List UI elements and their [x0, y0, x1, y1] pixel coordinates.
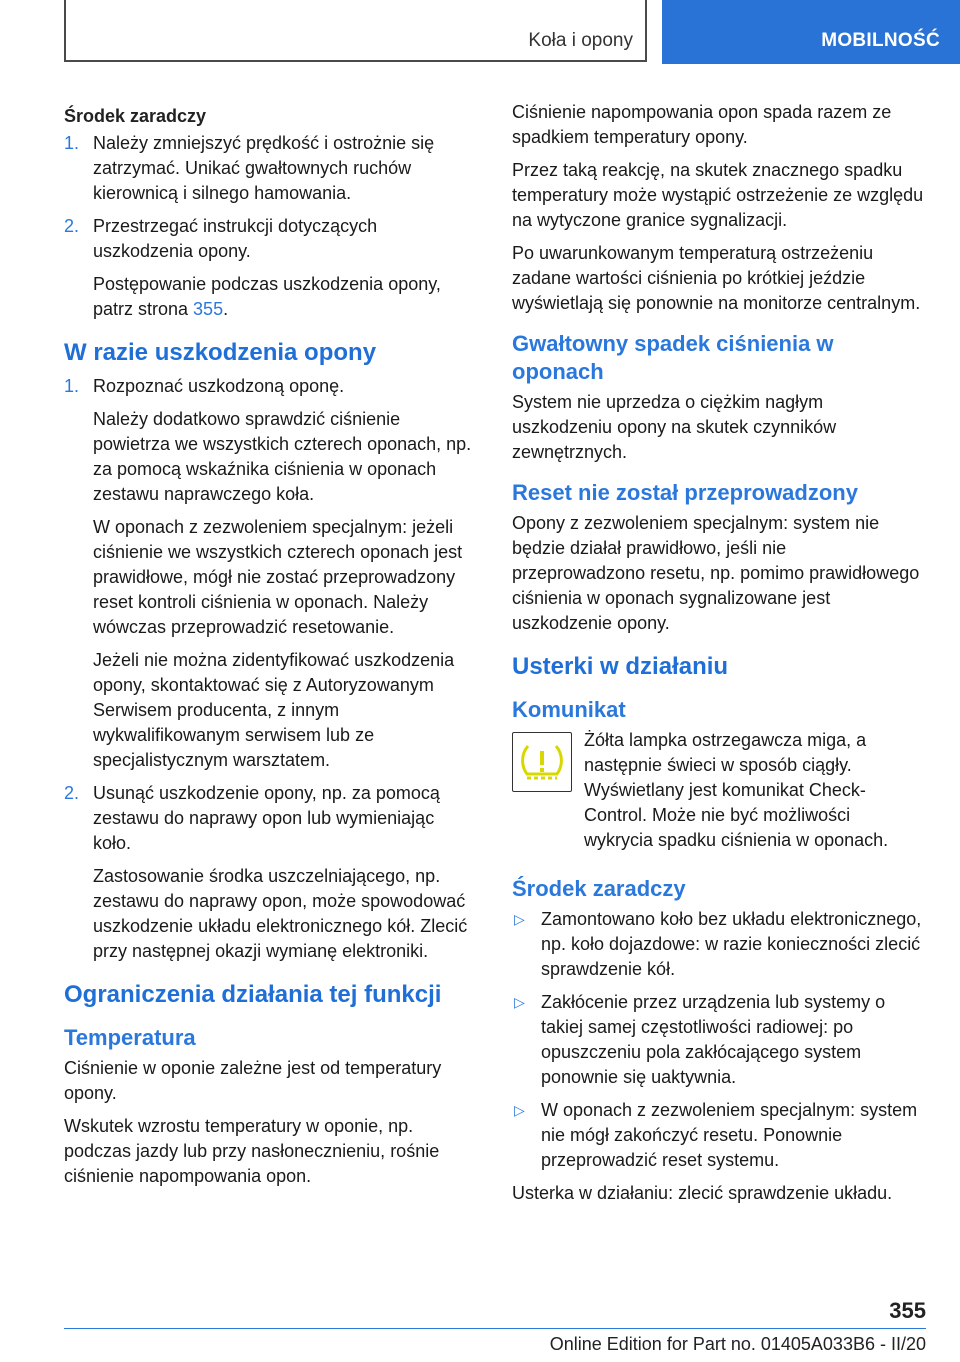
intro-text: Przez taką reakcję, na skutek znacznego spadku temperatury może wystąpić ostrzeżenie ze względu na wytyczone granice sygnalizacji. — [512, 160, 924, 230]
intro-text: Po uwarunkowanym temperaturą ostrzeżeniu zadane wartości ciśnienia po krótkiej jeździe wyświetlają się ponownie na monitorze centralnym. — [512, 243, 921, 313]
reset-text: Opony z zezwoleniem specjalnym: system nie będzie działał prawidłowo, jeśli nie przeprowadzono resetu, np. pomimo prawidłowego ciśnienia w oponach sygnalizowane jest uszkodzenie opony. — [512, 513, 920, 633]
triangle-bullet-icon: ▷ — [514, 1102, 525, 1118]
step-number: 1. — [64, 376, 80, 396]
step-text: Jeżeli nie można zidentyfikować uszkodzenia opony, skontaktować się z Autoryzowanym Serwisem producenta, z innym wykwalifikowanym serwisem lub ze specjalistycznym warsztatem. — [93, 650, 455, 770]
closing-text: Usterka w działaniu: zlecić sprawdzenie układu. — [512, 1183, 893, 1203]
step-text: Należy dodatkowo sprawdzić ciśnienie powietrza we wszystkich czterech oponach, np. za pomocą wskaźnika ciśnienia w oponach zestawu naprawczego koła. — [93, 409, 472, 504]
reset-heading: Reset nie został przeprowadzony — [512, 480, 858, 505]
damage-heading: W razie uszkodzenia opony — [64, 339, 377, 366]
temperature-heading: Temperatura — [64, 1025, 196, 1050]
header-section-title: Koła i opony — [528, 30, 633, 51]
malfunction-heading: Usterki w działaniu — [512, 653, 729, 680]
header-chapter-tab — [662, 0, 960, 64]
step-text: Przestrzegać instrukcji dotyczących uszkodzenia opony. — [93, 216, 378, 261]
remedy-bullet: ▷ Zamontowano koło bez układu elektronicznego, np. koło dojazdowe: w razie konieczności zlecić sprawdzenie kół. — [514, 909, 922, 979]
step-text: Rozpoznać uszkodzoną oponę. — [93, 376, 345, 396]
remedy-bullet: ▷ W oponach z zezwoleniem specjalnym: system nie mógł zakończyć resetu. Ponownie przeprowadzić reset systemu. — [514, 1100, 918, 1170]
remedy-heading-right: Środek zaradczy — [512, 876, 686, 901]
step-number: 2. — [64, 783, 80, 803]
step-text: W oponach z zezwoleniem specjalnym: jeżeli ciśnienie we wszystkich czterech oponach jest prawidłowe, mógł nie zostać przeprowadzony reset kontroli ciśnienia w oponach. Należy wówczas przeprowadzić resetowanie. — [93, 517, 463, 637]
remedy-step-2 — [64, 214, 476, 322]
triangle-bullet-icon: ▷ — [514, 911, 525, 927]
warning-message-block — [512, 728, 924, 861]
right-column — [512, 100, 924, 1214]
intro-text: Ciśnienie napompowania opon spada razem ze spadkiem temperatury opony. — [512, 102, 892, 147]
triangle-bullet-icon: ▷ — [514, 994, 525, 1010]
step-text: Należy zmniejszyć prędkość i ostrożnie się zatrzymać. Unikać gwałtownych ruchów kierownicą i silnego hamowania. — [93, 133, 435, 203]
remedy-bullet: ▷ Zakłócenie przez urządzenia lub systemy o takiej samej częstotliwości radiowej: po opuszczeniu pola zakłócającego system ponownie się uaktywnia. — [514, 992, 886, 1087]
message-text: Żółta lampka ostrzegawcza miga, a następnie świeci w sposób ciągły. Wyświetlany jest komunikat Check-Control. Może nie być możliwości wykrycia spadku ciśnienia w oponach. — [584, 730, 889, 850]
temperature-text: Ciśnienie w oponie zależne jest od temperatury opony. — [64, 1058, 442, 1103]
sudden-drop-text: System nie uprzedza o ciężkim nagłym uszkodzeniu opony na skutek czynników zewnętrznych. — [512, 392, 837, 462]
sudden-drop-heading: Gwałtowny spadek ciśnienia w oponach — [512, 331, 834, 384]
page-reference: Postępowanie podczas uszkodzenia opony, patrz strona 355. — [93, 274, 441, 319]
step-text: Zastosowanie środka uszczelniającego, np. zestawu do naprawy opon, może spowodować uszkodzenie układu elektronicznego kół. Zlecić przy następnej okazji wymianę elektroniki. — [93, 866, 468, 961]
edition-note: Online Edition for Part no. 01405A033B6 - II/20 — [549, 1334, 926, 1354]
temperature-text: Wskutek wzrostu temperatury w oponie, np. podczas jazdy lub przy nasłonecznieniu, rośnie ciśnienie napompowania opon. — [64, 1116, 440, 1186]
message-heading: Komunikat — [512, 697, 626, 722]
remedy-heading-left: Środek zaradczy — [64, 106, 207, 126]
page-number: 355 — [889, 1298, 926, 1323]
step-number: 2. — [64, 216, 80, 236]
damage-step-2 — [64, 781, 476, 964]
limits-heading: Ograniczenia działania tej funkcji — [64, 981, 442, 1008]
step-text: Usunąć uszkodzenie opony, np. za pomocą zestawu do naprawy opon lub wymieniając koło. — [93, 783, 440, 853]
step-number: 1. — [64, 133, 80, 153]
page-link-355[interactable]: 355 — [193, 299, 224, 319]
footer-divider — [64, 1328, 926, 1329]
remedy-step-1 — [64, 131, 476, 206]
header-chapter-title: MOBILNOŚĆ — [821, 30, 940, 51]
tire-pressure-warning-icon — [512, 732, 572, 792]
damage-step-1 — [64, 374, 476, 773]
left-column — [64, 100, 476, 1197]
header-section-tab — [64, 0, 647, 62]
